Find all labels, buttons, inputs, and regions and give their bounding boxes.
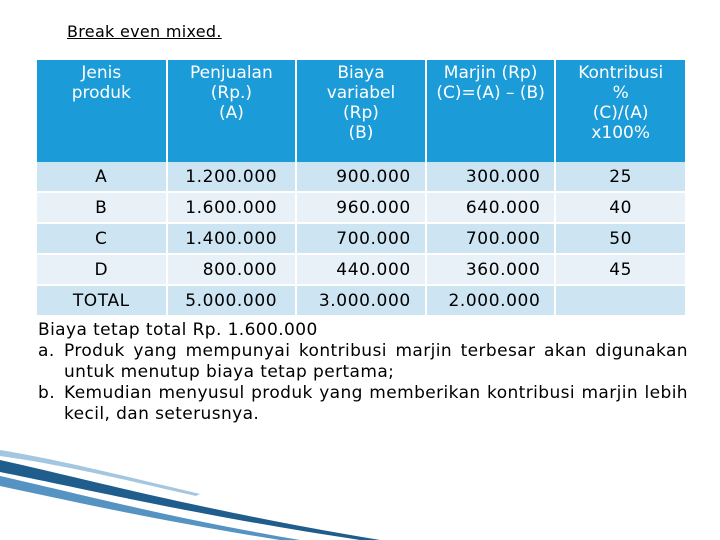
- table-row-d: [37, 254, 685, 285]
- header-marjin: Marjin (Rp) (C)=(A) – (B): [426, 60, 556, 162]
- table-row-b: [37, 192, 685, 223]
- table-cell: 1.400.000: [167, 223, 297, 254]
- table-cell: 960.000: [296, 192, 426, 223]
- table-cell: 5.000.000: [167, 285, 297, 316]
- decorative-swoosh: [0, 420, 380, 540]
- table-cell: 1.600.000: [167, 192, 297, 223]
- list-marker: b.: [38, 383, 55, 403]
- header-jenis-produk: Jenis produk: [37, 60, 167, 162]
- table-cell: 700.000: [296, 223, 426, 254]
- notes-block: [38, 320, 688, 425]
- table-cell: D: [37, 254, 167, 285]
- table-cell: A: [37, 162, 167, 192]
- slide-title: Break even mixed.: [67, 22, 222, 41]
- header-kontribusi: Kontribusi % (C)/(A) x100%: [555, 60, 685, 162]
- break-even-table: [37, 60, 685, 317]
- table-cell: 40: [555, 192, 685, 223]
- list-marker: a.: [38, 341, 55, 361]
- list-item: [38, 383, 688, 425]
- fixed-cost-line: Biaya tetap total Rp. 1.600.000: [38, 320, 318, 340]
- table-cell: 440.000: [296, 254, 426, 285]
- list-item: [38, 341, 688, 383]
- swoosh-stroke-dark: [0, 460, 380, 540]
- table-cell: C: [37, 223, 167, 254]
- table-cell: 700.000: [426, 223, 556, 254]
- list-item-text: Produk yang mempunyai kontribusi marjin terbesar akan digunakan untuk menutup biaya tetap pertama;: [64, 341, 688, 382]
- table-cell: 25: [555, 162, 685, 192]
- table-row-c: [37, 223, 685, 254]
- table-cell: 640.000: [426, 192, 556, 223]
- table-cell: 900.000: [296, 162, 426, 192]
- table-row-a: [37, 162, 685, 192]
- list-item-text: Kemudian menyusul produk yang memberikan kontribusi marjin lebih kecil, dan seterusnya.: [64, 383, 688, 424]
- table-row-total: [37, 285, 685, 316]
- table-cell: 50: [555, 223, 685, 254]
- table-header-row: [37, 60, 685, 162]
- swoosh-stroke-light: [0, 476, 300, 540]
- table-cell: [555, 285, 685, 316]
- table-cell: 3.000.000: [296, 285, 426, 316]
- table-cell: 360.000: [426, 254, 556, 285]
- table-cell: TOTAL: [37, 285, 167, 316]
- table-cell: 800.000: [167, 254, 297, 285]
- table-cell: B: [37, 192, 167, 223]
- table-cell: 300.000: [426, 162, 556, 192]
- header-biaya-variabel: Biaya variabel (Rp) (B): [296, 60, 426, 162]
- header-penjualan: Penjualan (Rp.) (A): [167, 60, 297, 162]
- table-cell: 2.000.000: [426, 285, 556, 316]
- table-cell: 45: [555, 254, 685, 285]
- table-cell: 1.200.000: [167, 162, 297, 192]
